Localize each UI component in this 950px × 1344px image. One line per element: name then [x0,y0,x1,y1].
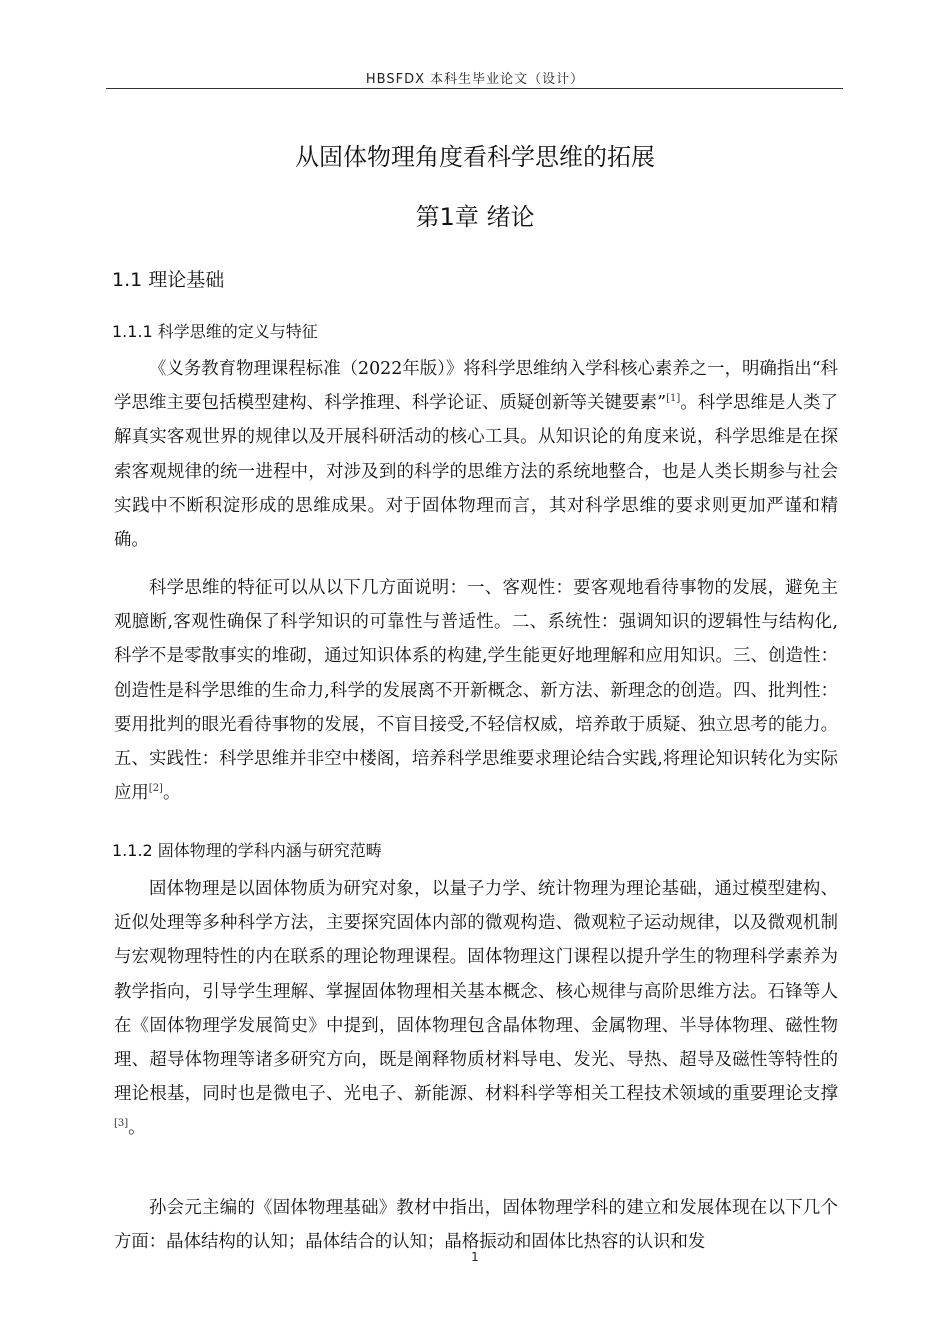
paragraph-3-end: 。 [128,1118,146,1139]
paragraph-2-end: 。 [162,783,181,804]
chapter-heading: 第1章 绪论 [415,203,535,231]
paragraph-3 [114,872,838,1146]
section-heading-1-1: 1.1 理论基础 [112,269,225,291]
page-number: 1 [471,1250,479,1264]
document-title: 从固体物理角度看科学思维的拓展 [295,143,655,171]
paragraph-2 [114,571,838,810]
paragraph-2-text: 科学思维的特征可以从以下几方面说明：一、客观性：要客观地看待事物的发展，避免主观臆断,客观性确保了科学知识的可靠性与普适性。二、系统性：强调知识的逻辑性与结构化,科学不是零散事实的堆砌，通过知识体系的构建,学生能更好地理解和应用知识。三、创造性：创造性是科学思维的生命力,科学的发展离不开新概念、新方法、新理念的创造。四、批判性：要用批判的眼光看待事物的发展，不盲目接受,不轻信权威，培养敢于质疑、独立思考的能力。五、实践性：科学思维并非空中楼阁，培养科学思维要求理论结合实践,将理论知识转化为实际应用 [114,578,838,804]
citation-1: [1] [666,393,681,405]
paragraph-1 [114,352,838,557]
subsection-heading-1-1-2: 1.1.2 固体物理的学科内涵与研究范畴 [112,841,382,860]
paragraph-1-text: 《义务教育物理课程标准（2022年版）》将科学思维纳入学科核心素养之一，明确指出“科学思维主要包括模型建构、科学推理、科学论证、质疑创新等关键要素” [114,359,838,414]
paragraph-4-text: 孙会元主编的《固体物理基础》教材中指出，固体物理学科的建立和发展体现在以下几个方面：晶体结构的认知；晶体结合的认知；晶格振动和固体比热容的认识和发 [114,1198,838,1253]
subsection-heading-1-1-1: 1.1.1 科学思维的定义与特征 [112,322,318,341]
paragraph-3-text: 固体物理是以固体物质为研究对象，以量子力学、统计物理为理论基础，通过模型建构、近似处理等多种科学方法，主要探究固体内部的微观构造、微观粒子运动规律，以及微观机制与宏观物理特性的内在联系的理论物理课程。固体物理这门课程以提升学生的物理科学素养为教学指向，引导学生理解、掌握固体物理相关基本概念、核心规律与高阶思维方法。石锋等人在《固体物理学发展简史》中提到，固体物理包含晶体物理、金属物理、半导体物理、磁性物理、超导体物理等诸多研究方向，既是阐释物质材料导电、发光、导热、超导及磁性等特性的理论根基，同时也是微电子、光电子、新能源、材料科学等相关工程技术领域的重要理论支撑 [114,879,838,1105]
header-rule [106,88,843,89]
paragraph-1-text-cont: 。科学思维是人类了解真实客观世界的规律以及开展科研活动的核心工具。从知识论的角度来说，科学思维是在探索客观规律的统一进程中，对涉及到的科学的思维方法的系统地整合，也是人类长期参与社会实践中不断积淀形成的思维成果。对于固体物理而言，其对科学思维的要求则更加严谨和精确。 [114,393,838,551]
citation-2: [2] [148,783,163,795]
running-header: HBSFDX 本科生毕业论文（设计） [365,72,585,87]
citation-3: [3] [114,1118,129,1130]
